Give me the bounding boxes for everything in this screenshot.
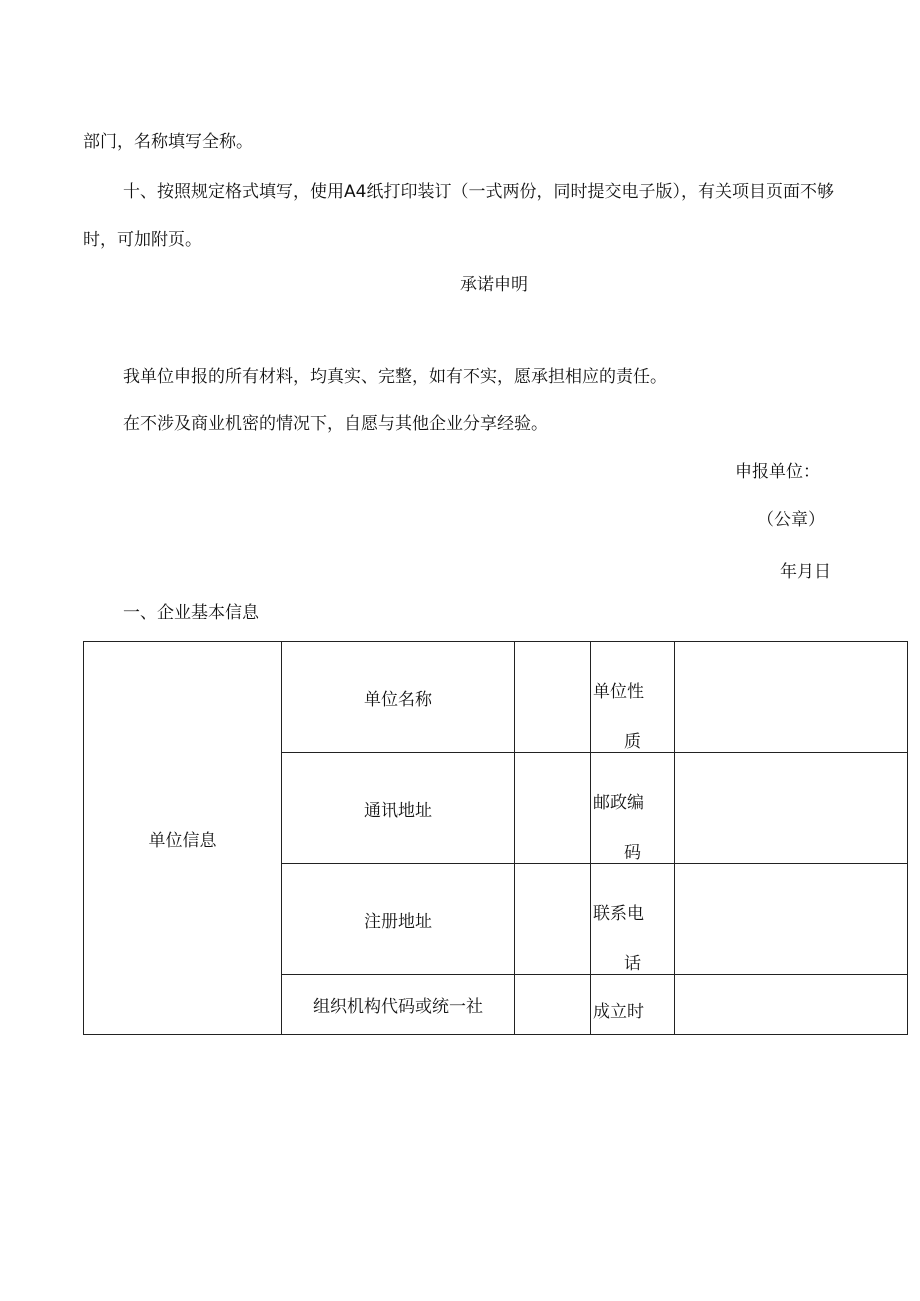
field-label-registered-address: 注册地址 bbox=[364, 911, 432, 932]
field-label-address: 通讯地址 bbox=[364, 800, 432, 821]
seal-label: （公章） bbox=[757, 510, 825, 530]
section-title: 一、企业基本信息 bbox=[123, 603, 259, 623]
label-established-top: 成立时 bbox=[593, 1002, 644, 1022]
label-cell bbox=[591, 975, 675, 1035]
company-info-table bbox=[83, 641, 908, 1035]
field-label-cell bbox=[282, 864, 515, 975]
paragraph-format-instruction: 十、按照规定格式填写，使用A4纸打印装订（一式两份，同时提交电子版），有关项目页面不够 bbox=[123, 182, 834, 202]
value-cell[interactable] bbox=[675, 864, 908, 975]
label-phone-top: 联系电 bbox=[593, 904, 644, 924]
paragraph-department: 部门，名称填写全称。 bbox=[83, 132, 253, 152]
commitment-line-1: 我单位申报的所有材料，均真实、完整，如有不实，愿承担相应的责任。 bbox=[123, 367, 667, 387]
label-unit-nature-top: 单位性 bbox=[593, 682, 644, 702]
label-postal-code-top: 邮政编 bbox=[593, 793, 644, 813]
table-row bbox=[84, 642, 908, 753]
group-label-cell bbox=[84, 642, 282, 1035]
label-phone-bottom: 话 bbox=[624, 954, 641, 974]
value-cell[interactable] bbox=[675, 975, 908, 1035]
label-postal-code-bottom: 码 bbox=[624, 843, 641, 863]
value-cell[interactable] bbox=[675, 642, 908, 753]
value-cell[interactable] bbox=[515, 753, 591, 864]
field-label-cell bbox=[282, 642, 515, 753]
commitment-line-2: 在不涉及商业机密的情况下，自愿与其他企业分享经验。 bbox=[123, 414, 548, 434]
signature-unit-label: 申报单位： bbox=[735, 462, 820, 482]
label-cell bbox=[591, 642, 675, 753]
value-cell[interactable] bbox=[515, 975, 591, 1035]
label-cell bbox=[591, 864, 675, 975]
field-label-org-code: 组织机构代码或统一社 bbox=[313, 997, 483, 1017]
value-cell[interactable] bbox=[675, 753, 908, 864]
field-label-unit-name: 单位名称 bbox=[364, 689, 432, 710]
date-label: 年月日 bbox=[780, 562, 831, 582]
value-cell[interactable] bbox=[515, 642, 591, 753]
paragraph-format-instruction-cont: 时，可加附页。 bbox=[83, 230, 202, 250]
group-label: 单位信息 bbox=[148, 830, 217, 851]
field-label-cell bbox=[282, 975, 515, 1035]
commitment-heading: 承诺申明 bbox=[460, 275, 528, 295]
value-cell[interactable] bbox=[515, 864, 591, 975]
label-cell bbox=[591, 753, 675, 864]
field-label-cell bbox=[282, 753, 515, 864]
label-unit-nature-bottom: 质 bbox=[624, 732, 641, 752]
